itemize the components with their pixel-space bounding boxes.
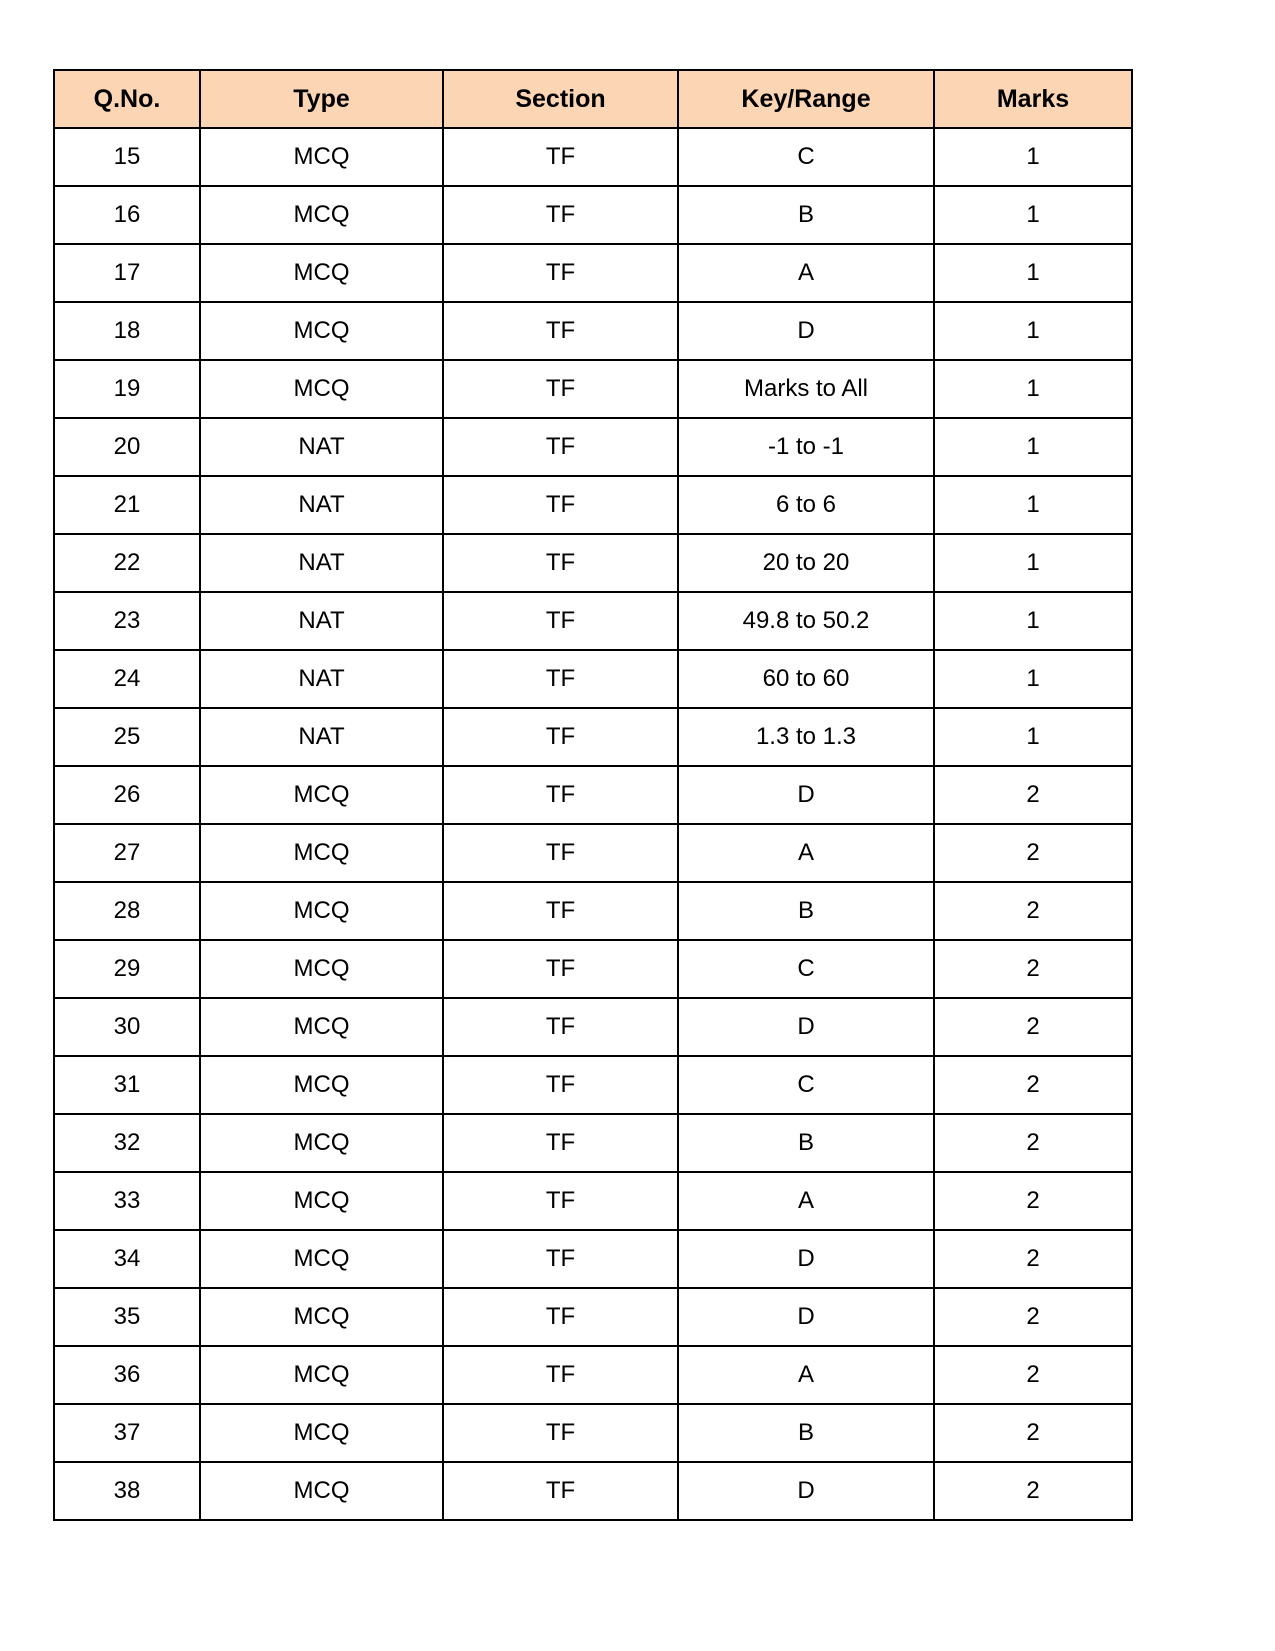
cell-key-range: 49.8 to 50.2 (678, 592, 934, 650)
cell-key-range: C (678, 128, 934, 186)
cell-key-range: 20 to 20 (678, 534, 934, 592)
cell-key-range: A (678, 244, 934, 302)
cell-qno: 32 (54, 1114, 200, 1172)
table-row (54, 1230, 1132, 1288)
cell-type: MCQ (200, 1462, 443, 1520)
cell-qno: 19 (54, 360, 200, 418)
cell-key-range: B (678, 882, 934, 940)
cell-qno: 24 (54, 650, 200, 708)
table-row (54, 1346, 1132, 1404)
cell-section: TF (443, 1056, 678, 1114)
cell-section: TF (443, 302, 678, 360)
cell-marks: 2 (934, 766, 1132, 824)
cell-marks: 1 (934, 534, 1132, 592)
cell-section: TF (443, 534, 678, 592)
cell-qno: 34 (54, 1230, 200, 1288)
table-row (54, 592, 1132, 650)
cell-type: MCQ (200, 940, 443, 998)
cell-type: MCQ (200, 1346, 443, 1404)
cell-section: TF (443, 940, 678, 998)
cell-type: MCQ (200, 1230, 443, 1288)
cell-section: TF (443, 1404, 678, 1462)
cell-key-range: 6 to 6 (678, 476, 934, 534)
cell-section: TF (443, 186, 678, 244)
cell-key-range: A (678, 1346, 934, 1404)
cell-marks: 2 (934, 1404, 1132, 1462)
cell-marks: 2 (934, 882, 1132, 940)
cell-type: NAT (200, 418, 443, 476)
cell-qno: 28 (54, 882, 200, 940)
cell-marks: 1 (934, 186, 1132, 244)
cell-type: MCQ (200, 824, 443, 882)
cell-section: TF (443, 882, 678, 940)
table-row (54, 1462, 1132, 1520)
table-row (54, 476, 1132, 534)
cell-key-range: 1.3 to 1.3 (678, 708, 934, 766)
cell-section: TF (443, 1288, 678, 1346)
header-qno: Q.No. (54, 70, 200, 128)
cell-type: NAT (200, 650, 443, 708)
cell-type: MCQ (200, 1404, 443, 1462)
cell-type: MCQ (200, 998, 443, 1056)
cell-type: MCQ (200, 128, 443, 186)
cell-qno: 22 (54, 534, 200, 592)
cell-qno: 18 (54, 302, 200, 360)
cell-section: TF (443, 128, 678, 186)
cell-key-range: D (678, 1462, 934, 1520)
cell-section: TF (443, 766, 678, 824)
cell-qno: 21 (54, 476, 200, 534)
cell-marks: 1 (934, 592, 1132, 650)
cell-marks: 2 (934, 1056, 1132, 1114)
cell-marks: 1 (934, 650, 1132, 708)
cell-type: NAT (200, 708, 443, 766)
cell-qno: 20 (54, 418, 200, 476)
cell-type: NAT (200, 592, 443, 650)
cell-section: TF (443, 1346, 678, 1404)
cell-type: MCQ (200, 1114, 443, 1172)
cell-key-range: A (678, 1172, 934, 1230)
table-row (54, 708, 1132, 766)
cell-type: MCQ (200, 766, 443, 824)
cell-marks: 2 (934, 1114, 1132, 1172)
table-row (54, 418, 1132, 476)
cell-type: MCQ (200, 1056, 443, 1114)
cell-marks: 1 (934, 244, 1132, 302)
cell-qno: 37 (54, 1404, 200, 1462)
cell-marks: 2 (934, 1288, 1132, 1346)
cell-key-range: C (678, 940, 934, 998)
cell-marks: 2 (934, 1346, 1132, 1404)
table-row (54, 1172, 1132, 1230)
cell-type: MCQ (200, 1172, 443, 1230)
cell-type: MCQ (200, 1288, 443, 1346)
cell-type: NAT (200, 534, 443, 592)
table-row (54, 1288, 1132, 1346)
table-header (54, 70, 1132, 128)
cell-qno: 16 (54, 186, 200, 244)
cell-section: TF (443, 824, 678, 882)
cell-qno: 15 (54, 128, 200, 186)
table-row (54, 1404, 1132, 1462)
table-row (54, 650, 1132, 708)
header-section: Section (443, 70, 678, 128)
cell-section: TF (443, 1230, 678, 1288)
cell-section: TF (443, 1462, 678, 1520)
cell-type: MCQ (200, 302, 443, 360)
cell-marks: 1 (934, 476, 1132, 534)
table-row (54, 1056, 1132, 1114)
cell-qno: 38 (54, 1462, 200, 1520)
cell-key-range: D (678, 766, 934, 824)
table-row (54, 824, 1132, 882)
cell-type: MCQ (200, 360, 443, 418)
cell-marks: 1 (934, 708, 1132, 766)
cell-type: NAT (200, 476, 443, 534)
cell-key-range: D (678, 302, 934, 360)
cell-marks: 2 (934, 1172, 1132, 1230)
cell-section: TF (443, 1172, 678, 1230)
cell-qno: 27 (54, 824, 200, 882)
header-type: Type (200, 70, 443, 128)
cell-qno: 30 (54, 998, 200, 1056)
cell-key-range: -1 to -1 (678, 418, 934, 476)
cell-key-range: D (678, 998, 934, 1056)
header-marks: Marks (934, 70, 1132, 128)
cell-type: MCQ (200, 244, 443, 302)
cell-marks: 1 (934, 128, 1132, 186)
cell-key-range: B (678, 1114, 934, 1172)
table-row (54, 1114, 1132, 1172)
cell-key-range: D (678, 1230, 934, 1288)
answer-key-table (53, 69, 1133, 1521)
cell-marks: 2 (934, 824, 1132, 882)
header-key-range: Key/Range (678, 70, 934, 128)
cell-key-range: Marks to All (678, 360, 934, 418)
cell-section: TF (443, 244, 678, 302)
cell-marks: 1 (934, 302, 1132, 360)
cell-section: TF (443, 998, 678, 1056)
cell-qno: 23 (54, 592, 200, 650)
table-row (54, 244, 1132, 302)
cell-type: MCQ (200, 186, 443, 244)
cell-key-range: A (678, 824, 934, 882)
cell-qno: 33 (54, 1172, 200, 1230)
cell-qno: 35 (54, 1288, 200, 1346)
cell-marks: 2 (934, 998, 1132, 1056)
cell-marks: 2 (934, 1462, 1132, 1520)
table-row (54, 360, 1132, 418)
cell-qno: 31 (54, 1056, 200, 1114)
table-row (54, 302, 1132, 360)
cell-section: TF (443, 708, 678, 766)
table-row (54, 998, 1132, 1056)
cell-marks: 1 (934, 360, 1132, 418)
cell-section: TF (443, 650, 678, 708)
cell-qno: 25 (54, 708, 200, 766)
header-row (54, 70, 1132, 128)
table-row (54, 186, 1132, 244)
cell-qno: 26 (54, 766, 200, 824)
table-row (54, 534, 1132, 592)
cell-key-range: C (678, 1056, 934, 1114)
cell-marks: 2 (934, 940, 1132, 998)
table-body (54, 128, 1132, 1520)
cell-key-range: B (678, 1404, 934, 1462)
cell-key-range: D (678, 1288, 934, 1346)
table-row (54, 940, 1132, 998)
cell-section: TF (443, 360, 678, 418)
cell-type: MCQ (200, 882, 443, 940)
cell-key-range: 60 to 60 (678, 650, 934, 708)
cell-section: TF (443, 1114, 678, 1172)
table-row (54, 882, 1132, 940)
cell-qno: 29 (54, 940, 200, 998)
cell-section: TF (443, 418, 678, 476)
cell-qno: 17 (54, 244, 200, 302)
cell-section: TF (443, 476, 678, 534)
cell-qno: 36 (54, 1346, 200, 1404)
cell-key-range: B (678, 186, 934, 244)
cell-marks: 2 (934, 1230, 1132, 1288)
table-row (54, 766, 1132, 824)
table-row (54, 128, 1132, 186)
cell-section: TF (443, 592, 678, 650)
cell-marks: 1 (934, 418, 1132, 476)
